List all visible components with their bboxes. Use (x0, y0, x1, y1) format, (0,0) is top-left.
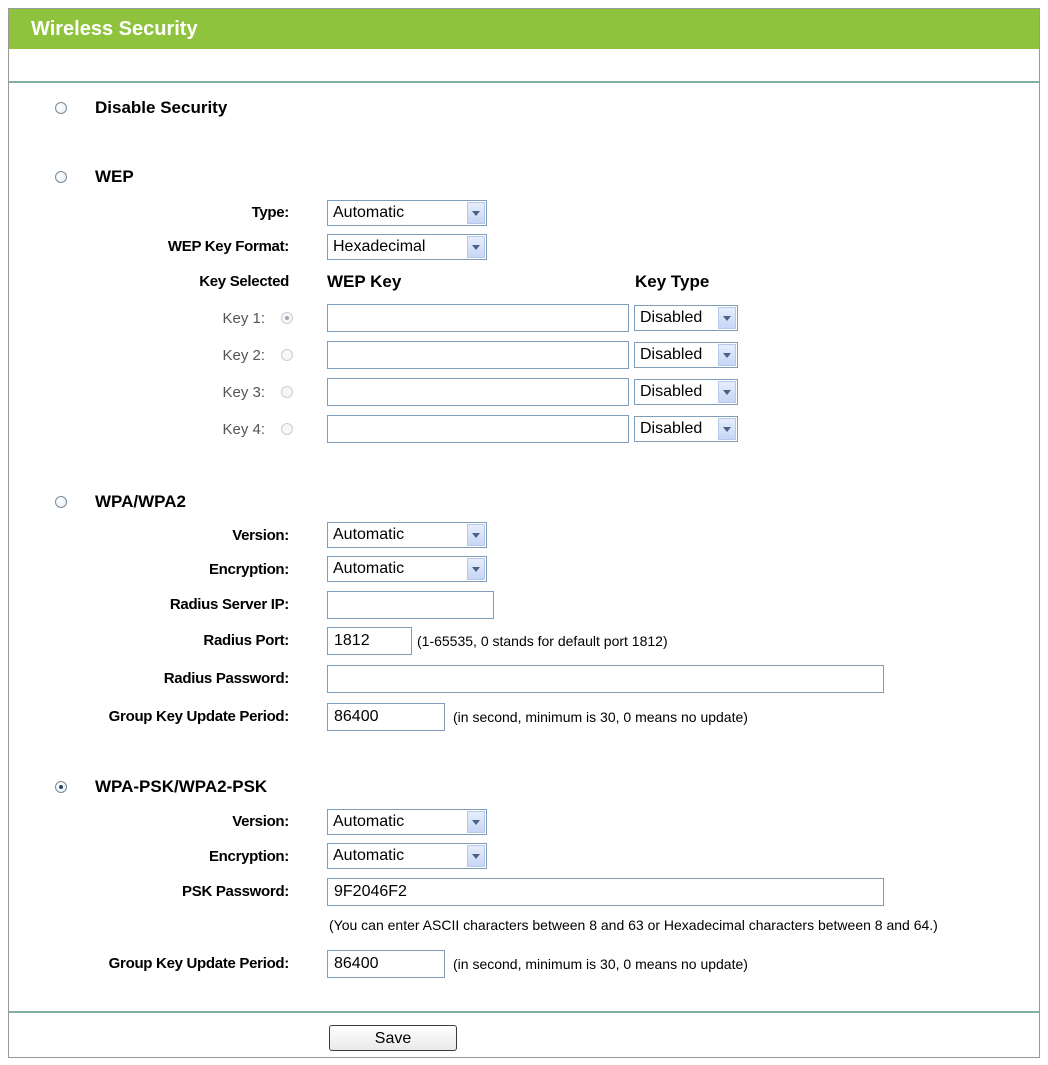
key-2-radio[interactable] (281, 349, 293, 361)
wpa-group-key-input[interactable]: 86400 (327, 703, 445, 731)
wpa-version-value: Automatic (333, 526, 405, 543)
radius-ip-label: Radius Server IP: (169, 596, 289, 613)
key-1-type-value: Disabled (640, 309, 703, 326)
psk-password-input[interactable]: 9F2046F2 (327, 878, 884, 906)
wireless-security-panel (8, 8, 1040, 1058)
key-2-type-select[interactable] (634, 342, 738, 368)
chevron-down-icon (467, 236, 485, 258)
wpa-version-select[interactable] (327, 522, 487, 548)
key-1-input[interactable] (327, 304, 629, 332)
key-2-label: Key 2: (222, 347, 265, 364)
psk-version-label: Version: (232, 813, 289, 830)
psk-version-select[interactable] (327, 809, 487, 835)
disable-security-radio[interactable] (55, 102, 67, 114)
psk-encryption-value: Automatic (333, 847, 405, 864)
wpa-psk-label: WPA-PSK/WPA2-PSK (95, 777, 268, 796)
chevron-down-icon (718, 381, 736, 403)
chevron-down-icon (467, 811, 485, 833)
key-3-label: Key 3: (222, 384, 265, 401)
key-2-type-value: Disabled (640, 346, 703, 363)
psk-password-note: (You can enter ASCII characters between 8 and 63 or Hexadecimal characters between 8 and 64.) (329, 917, 938, 933)
radius-password-input[interactable] (327, 665, 884, 693)
key-4-label: Key 4: (222, 421, 265, 438)
key-3-type-value: Disabled (640, 383, 703, 400)
radius-port-note: (1-65535, 0 stands for default port 1812) (417, 633, 668, 649)
chevron-down-icon (718, 344, 736, 366)
save-button[interactable]: Save (329, 1025, 457, 1051)
top-divider (9, 81, 1039, 83)
key-selected-header: Key Selected (199, 273, 289, 290)
key-1-type-select[interactable] (634, 305, 738, 331)
radius-port-label: Radius Port: (203, 632, 289, 649)
key-type-header: Key Type (635, 272, 710, 291)
key-1-radio[interactable] (281, 312, 293, 324)
chevron-down-icon (467, 558, 485, 580)
key-4-radio[interactable] (281, 423, 293, 435)
wep-format-value: Hexadecimal (333, 238, 426, 255)
page-title: Wireless Security (9, 9, 1039, 49)
disable-security-label: Disable Security (95, 98, 228, 117)
key-4-type-value: Disabled (640, 420, 703, 437)
wep-format-select[interactable] (327, 234, 487, 260)
wpa-group-key-note: (in second, minimum is 30, 0 means no update) (453, 709, 748, 725)
psk-group-key-input[interactable]: 86400 (327, 950, 445, 978)
wpa-version-label: Version: (232, 527, 289, 544)
psk-group-key-label: Group Key Update Period: (108, 955, 289, 972)
wpa-encryption-label: Encryption: (208, 561, 289, 578)
wep-format-label: WEP Key Format: (167, 238, 289, 255)
wep-label: WEP (95, 167, 134, 186)
bottom-divider (9, 1011, 1039, 1013)
chevron-down-icon (467, 845, 485, 867)
wpa-psk-radio[interactable] (55, 781, 67, 793)
wpa-label: WPA/WPA2 (95, 492, 186, 511)
wep-type-label: Type: (251, 204, 289, 221)
key-4-input[interactable] (327, 415, 629, 443)
key-4-type-select[interactable] (634, 416, 738, 442)
key-3-type-select[interactable] (634, 379, 738, 405)
wep-type-select[interactable] (327, 200, 487, 226)
wpa-encryption-select[interactable] (327, 556, 487, 582)
psk-password-label: PSK Password: (182, 883, 289, 900)
psk-version-value: Automatic (333, 813, 405, 830)
wpa-group-key-label: Group Key Update Period: (108, 708, 289, 725)
wpa-encryption-value: Automatic (333, 560, 405, 577)
key-3-radio[interactable] (281, 386, 293, 398)
radius-port-input[interactable]: 1812 (327, 627, 412, 655)
key-3-input[interactable] (327, 378, 629, 406)
chevron-down-icon (718, 418, 736, 440)
psk-encryption-label: Encryption: (208, 848, 289, 865)
wep-radio[interactable] (55, 171, 67, 183)
radius-ip-input[interactable] (327, 591, 494, 619)
wep-type-value: Automatic (333, 204, 405, 221)
key-1-label: Key 1: (222, 310, 265, 327)
chevron-down-icon (718, 307, 736, 329)
psk-encryption-select[interactable] (327, 843, 487, 869)
psk-group-key-note: (in second, minimum is 30, 0 means no update) (453, 956, 748, 972)
wep-key-header: WEP Key (327, 272, 402, 291)
chevron-down-icon (467, 202, 485, 224)
wpa-radio[interactable] (55, 496, 67, 508)
chevron-down-icon (467, 524, 485, 546)
radius-password-label: Radius Password: (163, 670, 289, 687)
key-2-input[interactable] (327, 341, 629, 369)
